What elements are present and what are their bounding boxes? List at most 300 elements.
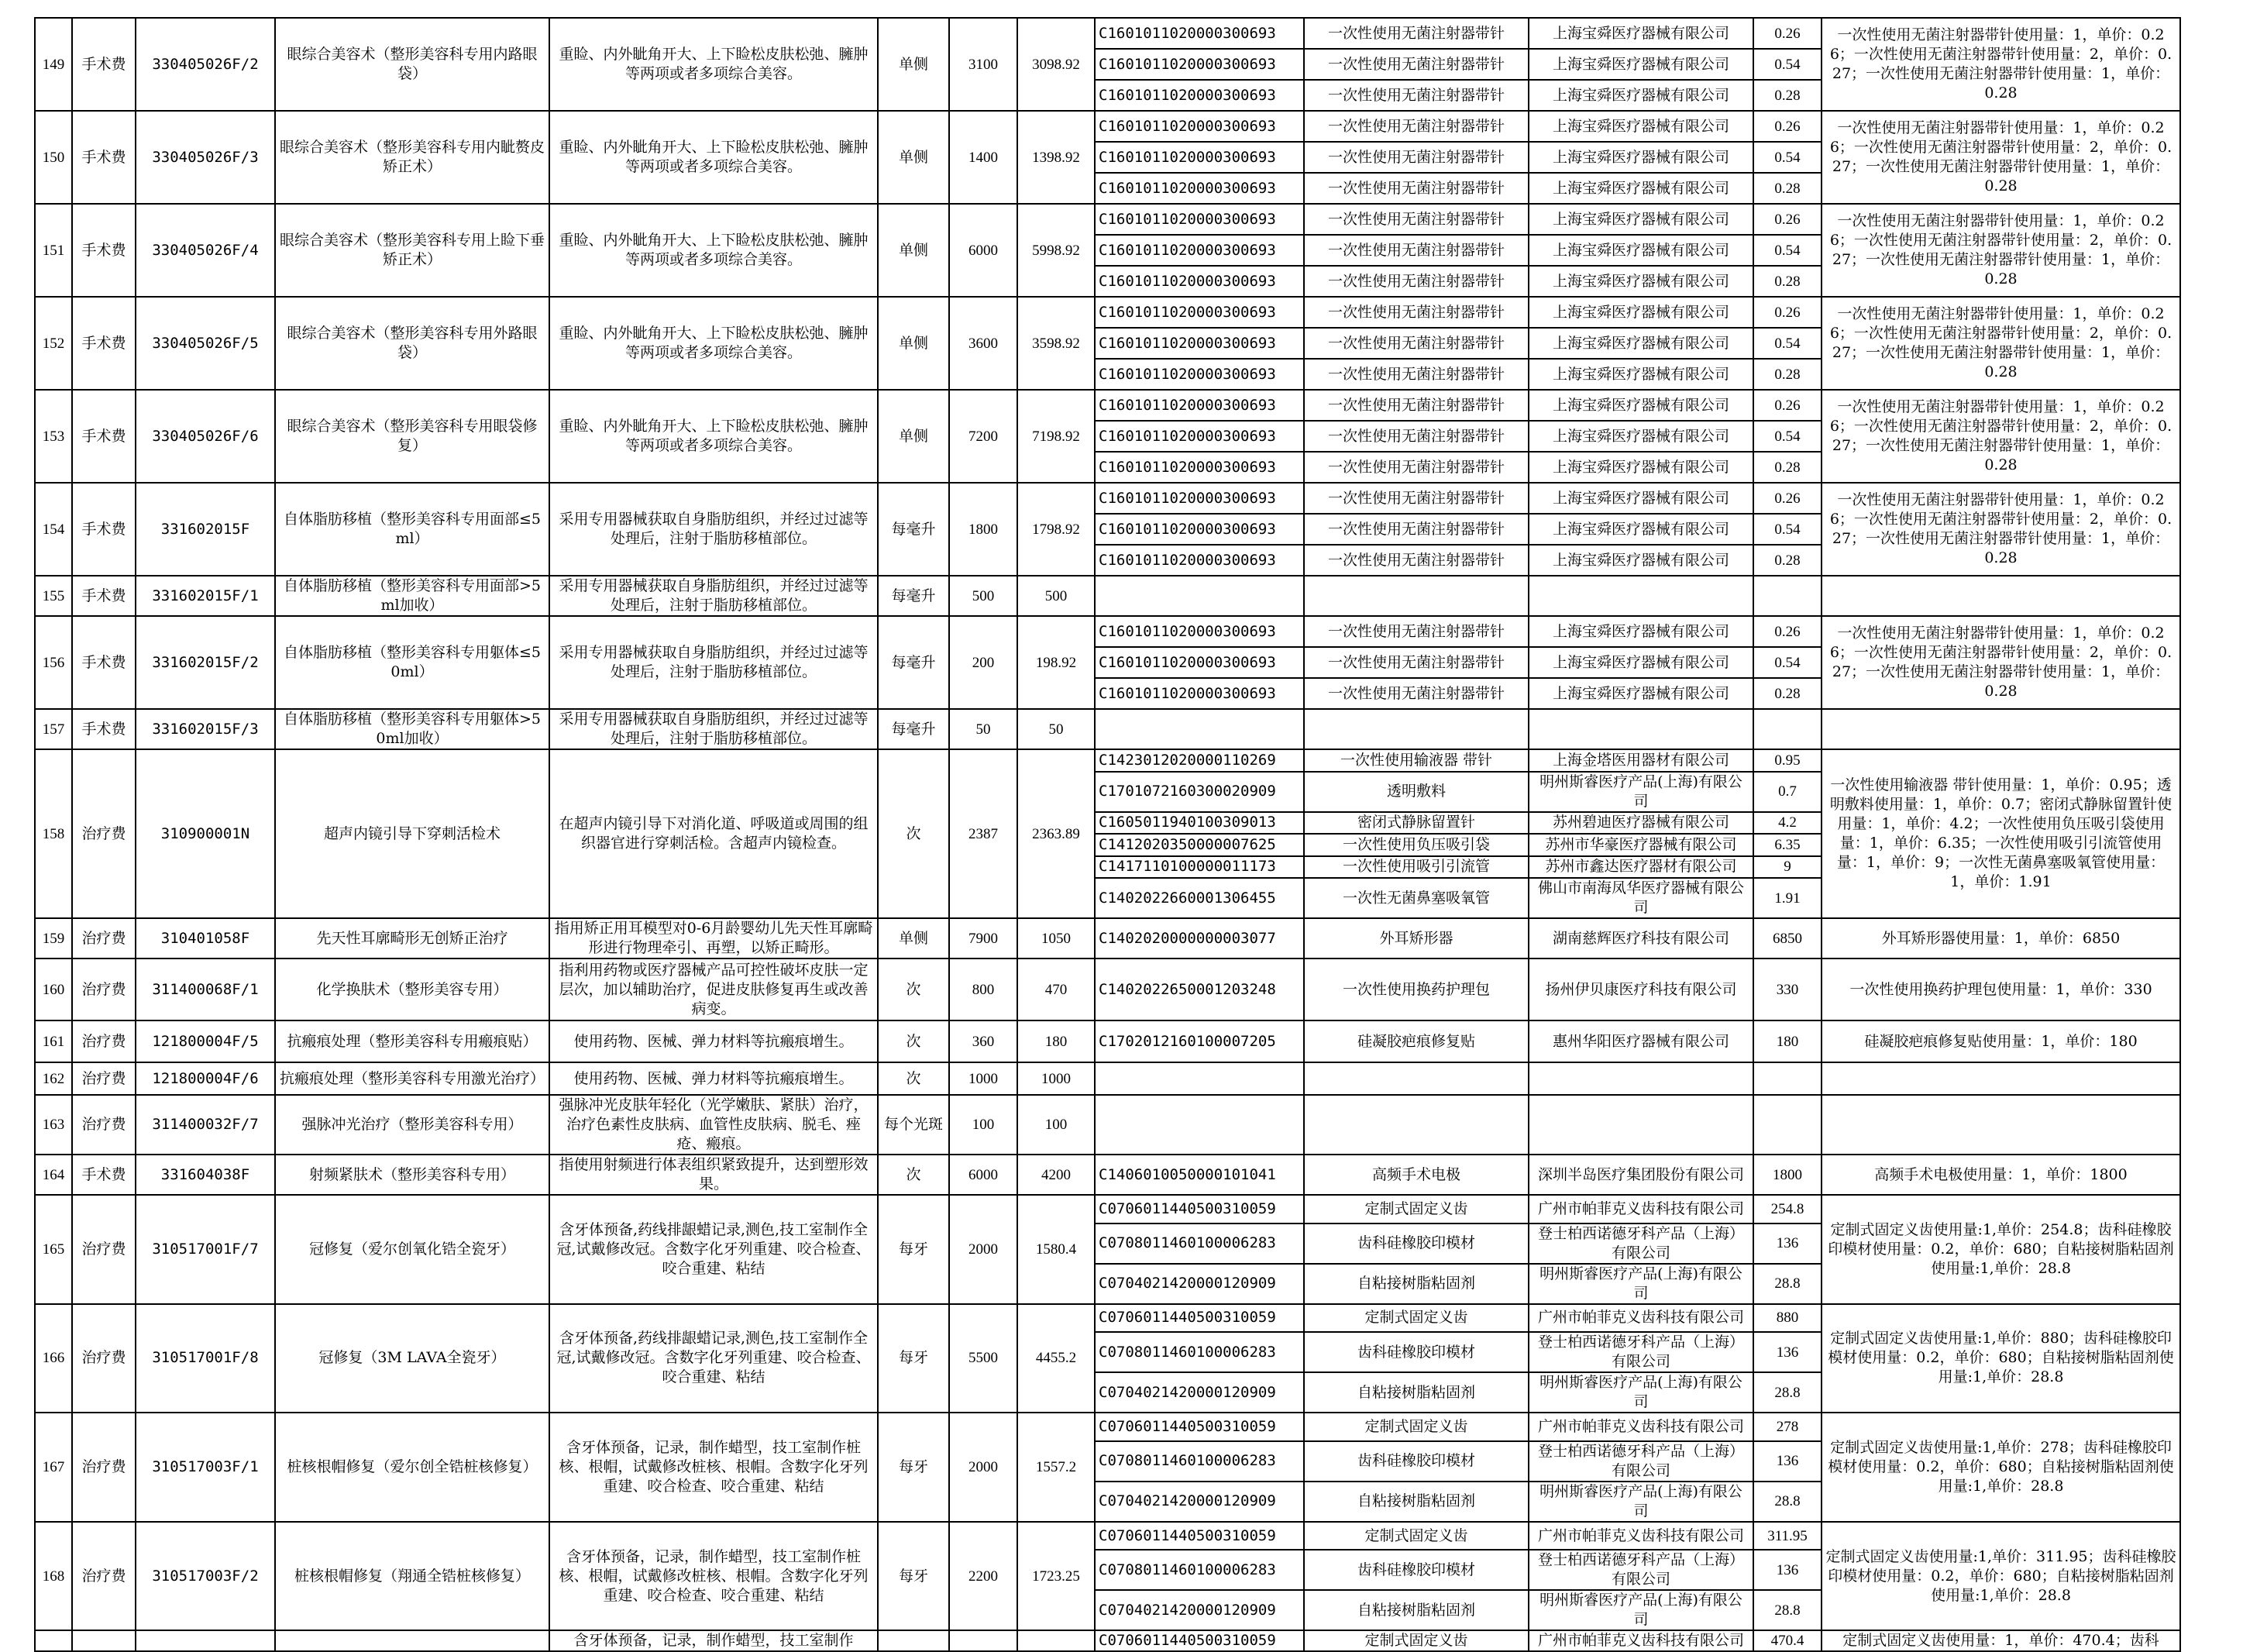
consumable-code: C0706011440500310059 [1095, 1630, 1304, 1651]
consumable-usage: 硅凝胶疤痕修复贴使用量：1，单价：180 [1822, 1020, 2180, 1062]
row-number: 166 [35, 1304, 72, 1413]
item-description: 重睑、内外眦角开大、上下睑松皮肤松弛、臃肿等两项或者多项综合美容。 [549, 204, 878, 297]
price: 2387 [949, 749, 1017, 918]
consumable-code: C1601011020000300693 [1095, 452, 1304, 483]
item-description: 重睑、内外眦角开大、上下睑松皮肤松弛、臃肿等两项或者多项综合美容。 [549, 111, 878, 204]
consumable-name: 一次性使用吸引引流管 [1304, 856, 1529, 879]
consumable-name: 定制式固定义齿 [1304, 1304, 1529, 1333]
row-number: 165 [35, 1195, 72, 1304]
pricing-unit: 每牙 [878, 1522, 949, 1631]
row-number: 154 [35, 483, 72, 576]
consumable-maker: 扬州伊贝康医疗科技有限公司 [1529, 959, 1753, 1020]
consumable-price: 0.26 [1753, 616, 1822, 647]
item-code: 310517003F/1 [136, 1413, 275, 1522]
consumable-name [1304, 576, 1529, 616]
consumable-price: 180 [1753, 1020, 1822, 1062]
consumable-maker: 上海宝舜医疗器械有限公司 [1529, 49, 1753, 80]
table-row [35, 616, 2180, 647]
consumable-maker [1529, 1062, 1753, 1095]
consumable-name: 自粘接树脂粘固剂 [1304, 1372, 1529, 1413]
consumable-name: 一次性使用无菌注射器带针 [1304, 514, 1529, 545]
consumable-maker: 上海宝舜医疗器械有限公司 [1529, 359, 1753, 390]
consumable-name: 透明敷料 [1304, 772, 1529, 812]
consumable-maker: 苏州市华豪医疗器械有限公司 [1529, 834, 1753, 856]
item-description: 重睑、内外眦角开大、上下睑松皮肤松弛、臃肿等两项或者多项综合美容。 [549, 390, 878, 483]
consumable-code: C0706011440500310059 [1095, 1304, 1304, 1333]
row-number: 168 [35, 1522, 72, 1631]
fee-category: 治疗费 [72, 1522, 136, 1631]
consumable-code: C1601011020000300693 [1095, 390, 1304, 421]
pricing-unit: 次 [878, 1020, 949, 1062]
price: 2200 [949, 1522, 1017, 1631]
price-excluding-consumables: 3598.92 [1017, 297, 1095, 390]
table-row [35, 1095, 2180, 1155]
table-row [35, 1304, 2180, 1333]
item-description: 采用专用器械获取自身脂肪组织，并经过过滤等处理后，注射于脂肪移植部位。 [549, 709, 878, 749]
consumable-maker: 广州市帕菲克义齿科技有限公司 [1529, 1195, 1753, 1224]
consumable-code [1095, 1062, 1304, 1095]
fee-category: 手术费 [72, 709, 136, 749]
row-number: 167 [35, 1413, 72, 1522]
item-code: 331602015F/2 [136, 616, 275, 709]
table-row [35, 918, 2180, 959]
consumable-maker: 苏州市鑫达医疗器材有限公司 [1529, 856, 1753, 879]
price-excluding-consumables: 1000 [1017, 1062, 1095, 1095]
item-code: 331602015F/1 [136, 576, 275, 616]
price: 200 [949, 616, 1017, 709]
consumable-maker: 上海宝舜医疗器械有限公司 [1529, 328, 1753, 359]
consumable-price: 28.8 [1753, 1482, 1822, 1522]
consumable-usage [1822, 576, 2180, 616]
table-row-partial [35, 1630, 2180, 1651]
consumable-code: C1601011020000300693 [1095, 142, 1304, 173]
item-code: 331602015F [136, 483, 275, 576]
fee-category: 手术费 [72, 204, 136, 297]
consumable-price: 4.2 [1753, 812, 1822, 835]
item-name: 自体脂肪移植（整形美容科专用面部≤5ml） [275, 483, 549, 576]
consumable-maker [1529, 1095, 1753, 1155]
table-row [35, 709, 2180, 749]
consumable-usage [1822, 709, 2180, 749]
pricing-unit: 单侧 [878, 390, 949, 483]
consumable-name: 一次性使用无菌注射器带针 [1304, 390, 1529, 421]
fee-category: 手术费 [72, 616, 136, 709]
consumable-code [1095, 576, 1304, 616]
item-code: 310401058F [136, 918, 275, 959]
consumable-price: 0.54 [1753, 514, 1822, 545]
consumable-maker: 苏州碧迪医疗器械有限公司 [1529, 812, 1753, 835]
consumable-name: 一次性使用无菌注射器带针 [1304, 18, 1529, 49]
consumable-code: C1417110100000011173 [1095, 856, 1304, 879]
price: 6000 [949, 204, 1017, 297]
consumable-name: 自粘接树脂粘固剂 [1304, 1590, 1529, 1630]
fee-category: 手术费 [72, 576, 136, 616]
consumable-price [1753, 709, 1822, 749]
consumable-price: 0.26 [1753, 18, 1822, 49]
consumable-code: C1406010050000101041 [1095, 1155, 1304, 1195]
price: 1400 [949, 111, 1017, 204]
consumable-name: 齿科硅橡胶印模材 [1304, 1224, 1529, 1264]
consumable-price: 0.54 [1753, 328, 1822, 359]
consumable-maker: 明州斯睿医疗产品(上海)有限公司 [1529, 772, 1753, 812]
price: 2000 [949, 1195, 1017, 1304]
consumable-usage: 一次性使用无菌注射器带针使用量：1，单价：0.26；一次性使用无菌注射器带针使用量：2，单价：0.27；一次性使用无菌注射器带针使用量：1，单价：0.28 [1822, 204, 2180, 297]
consumable-name: 一次性使用无菌注射器带针 [1304, 483, 1529, 514]
consumable-usage: 一次性使用无菌注射器带针使用量：1，单价：0.26；一次性使用无菌注射器带针使用量：2，单价：0.27；一次性使用无菌注射器带针使用量：1，单价：0.28 [1822, 390, 2180, 483]
consumable-price: 0.54 [1753, 647, 1822, 678]
pricing-unit: 单侧 [878, 918, 949, 959]
consumable-price: 0.26 [1753, 204, 1822, 235]
consumable-code: C1601011020000300693 [1095, 545, 1304, 576]
pricing-unit: 单侧 [878, 111, 949, 204]
consumable-code: C1601011020000300693 [1095, 514, 1304, 545]
consumable-code: C1423012020000110269 [1095, 749, 1304, 772]
consumable-name: 一次性使用无菌注射器带针 [1304, 266, 1529, 297]
price: 50 [949, 709, 1017, 749]
consumable-name: 一次性使用无菌注射器带针 [1304, 359, 1529, 390]
consumable-code: C0708011460100006283 [1095, 1332, 1304, 1372]
item-code: 330405026F/2 [136, 18, 275, 111]
item-name: 化学换肤术（整形美容专用） [275, 959, 549, 1020]
item-name: 自体脂肪移植（整形美容科专用躯体>50ml加收） [275, 709, 549, 749]
price-excluding-consumables: 1557.2 [1017, 1413, 1095, 1522]
consumable-usage: 高频手术电极使用量：1，单价：1800 [1822, 1155, 2180, 1195]
consumable-maker: 上海宝舜医疗器械有限公司 [1529, 235, 1753, 266]
consumable-usage: 定制式固定义齿使用量:1,单价：278；齿科硅橡胶印模材使用量：0.2，单价：680；自粘接树脂粘固剂使用量:1,单价：28.8 [1822, 1413, 2180, 1522]
consumable-price: 9 [1753, 856, 1822, 879]
row-number: 162 [35, 1062, 72, 1095]
consumable-code: C1601011020000300693 [1095, 18, 1304, 49]
consumable-maker: 湖南慈辉医疗科技有限公司 [1529, 918, 1753, 959]
consumable-maker: 上海宝舜医疗器械有限公司 [1529, 452, 1753, 483]
consumable-usage [1822, 1095, 2180, 1155]
row-number [35, 1630, 72, 1651]
consumable-maker: 登士柏西诺德牙科产品（上海）有限公司 [1529, 1332, 1753, 1372]
consumable-name: 一次性使用无菌注射器带针 [1304, 545, 1529, 576]
pricing-unit: 每毫升 [878, 616, 949, 709]
item-description: 采用专用器械获取自身脂肪组织，并经过过滤等处理后，注射于脂肪移植部位。 [549, 483, 878, 576]
item-description: 在超声内镜引导下对消化道、呼吸道或周围的组织器官进行穿刺活检。含超声内镜检查。 [549, 749, 878, 918]
consumable-name: 一次性使用无菌注射器带针 [1304, 80, 1529, 111]
consumable-usage: 外耳矫形器使用量：1，单价：6850 [1822, 918, 2180, 959]
consumable-maker: 广州市帕菲克义齿科技有限公司 [1529, 1522, 1753, 1550]
pricing-unit: 次 [878, 749, 949, 918]
consumable-code: C1702012160100007205 [1095, 1020, 1304, 1062]
item-description: 采用专用器械获取自身脂肪组织，并经过过滤等处理后，注射于脂肪移植部位。 [549, 616, 878, 709]
pricing-unit: 次 [878, 1062, 949, 1095]
consumable-maker: 上海宝舜医疗器械有限公司 [1529, 111, 1753, 142]
consumable-code: C1601011020000300693 [1095, 49, 1304, 80]
consumable-code: C0708011460100006283 [1095, 1224, 1304, 1264]
item-description: 重睑、内外眦角开大、上下睑松皮肤松弛、臃肿等两项或者多项综合美容。 [549, 18, 878, 111]
fee-category: 治疗费 [72, 959, 136, 1020]
consumable-name: 一次性使用无菌注射器带针 [1304, 421, 1529, 452]
consumable-price: 136 [1753, 1332, 1822, 1372]
consumable-code: C1601011020000300693 [1095, 483, 1304, 514]
fee-category: 手术费 [72, 483, 136, 576]
consumable-name: 一次性使用无菌注射器带针 [1304, 678, 1529, 709]
consumable-name: 硅凝胶疤痕修复贴 [1304, 1020, 1529, 1062]
row-number: 149 [35, 18, 72, 111]
fee-category: 手术费 [72, 297, 136, 390]
consumable-price: 28.8 [1753, 1372, 1822, 1413]
consumable-name: 一次性使用负压吸引袋 [1304, 834, 1529, 856]
item-description: 含牙体预备,药线排龈蜡记录,测色,技工室制作全冠,试戴修改冠。含数字化牙列重建、咬合检查、咬合重建、粘结 [549, 1195, 878, 1304]
row-number: 163 [35, 1095, 72, 1155]
price-excluding-consumables: 3098.92 [1017, 18, 1095, 111]
consumable-usage: 一次性使用无菌注射器带针使用量：1，单价：0.26；一次性使用无菌注射器带针使用量：2，单价：0.27；一次性使用无菌注射器带针使用量：1，单价：0.28 [1822, 18, 2180, 111]
consumable-price [1753, 576, 1822, 616]
consumable-usage: 一次性使用无菌注射器带针使用量：1，单价：0.26；一次性使用无菌注射器带针使用量：2，单价：0.27；一次性使用无菌注射器带针使用量：1，单价：0.28 [1822, 111, 2180, 204]
consumable-name: 齿科硅橡胶印模材 [1304, 1441, 1529, 1482]
table-row [35, 1020, 2180, 1062]
pricing-unit: 单侧 [878, 297, 949, 390]
consumable-price: 311.95 [1753, 1522, 1822, 1550]
pricing-unit: 每牙 [878, 1413, 949, 1522]
price: 1800 [949, 483, 1017, 576]
consumable-name: 一次性使用无菌注射器带针 [1304, 297, 1529, 328]
consumable-maker [1529, 709, 1753, 749]
price-excluding-consumables [1017, 1630, 1095, 1651]
consumable-usage: 一次性使用换药护理包使用量：1，单价：330 [1822, 959, 2180, 1020]
consumable-code: C0706011440500310059 [1095, 1413, 1304, 1441]
price: 100 [949, 1095, 1017, 1155]
consumable-price: 0.95 [1753, 749, 1822, 772]
row-number: 159 [35, 918, 72, 959]
consumable-name: 定制式固定义齿 [1304, 1413, 1529, 1441]
item-name [275, 1630, 549, 1651]
consumable-code [1095, 1095, 1304, 1155]
consumable-maker: 登士柏西诺德牙科产品（上海）有限公司 [1529, 1550, 1753, 1590]
item-name: 自体脂肪移植（整形美容科专用躯体≤50ml） [275, 616, 549, 709]
consumable-price: 254.8 [1753, 1195, 1822, 1224]
consumable-maker: 上海宝舜医疗器械有限公司 [1529, 173, 1753, 204]
pricing-unit: 每毫升 [878, 709, 949, 749]
item-code: 121800004F/6 [136, 1062, 275, 1095]
consumable-name: 一次性使用无菌注射器带针 [1304, 173, 1529, 204]
row-number: 152 [35, 297, 72, 390]
fee-category: 手术费 [72, 18, 136, 111]
consumable-name: 定制式固定义齿 [1304, 1195, 1529, 1224]
fee-category: 治疗费 [72, 1062, 136, 1095]
consumable-name: 一次性使用无菌注射器带针 [1304, 111, 1529, 142]
consumable-code: C1402022660001306455 [1095, 878, 1304, 918]
consumable-code: C1601011020000300693 [1095, 359, 1304, 390]
consumable-name: 一次性使用无菌注射器带针 [1304, 142, 1529, 173]
price-excluding-consumables: 7198.92 [1017, 390, 1095, 483]
consumable-name: 一次性无菌鼻塞吸氧管 [1304, 878, 1529, 918]
consumable-name: 自粘接树脂粘固剂 [1304, 1482, 1529, 1522]
fee-category: 治疗费 [72, 1195, 136, 1304]
fee-category: 手术费 [72, 1155, 136, 1195]
consumable-code: C1601011020000300693 [1095, 80, 1304, 111]
price-excluding-consumables: 470 [1017, 959, 1095, 1020]
pricing-unit: 每个光斑 [878, 1095, 949, 1155]
item-description: 含牙体预备,药线排龈蜡记录,测色,技工室制作全冠,试戴修改冠。含数字化牙列重建、咬合检查、咬合重建、粘结 [549, 1304, 878, 1413]
item-code [136, 1630, 275, 1651]
item-code: 121800004F/5 [136, 1020, 275, 1062]
consumable-code: C0704021420000120909 [1095, 1264, 1304, 1304]
consumable-name: 高频手术电极 [1304, 1155, 1529, 1195]
price: 500 [949, 576, 1017, 616]
price: 1000 [949, 1062, 1017, 1095]
pricing-unit: 单侧 [878, 204, 949, 297]
consumable-code: C1605011940100309013 [1095, 812, 1304, 835]
item-description: 重睑、内外眦角开大、上下睑松皮肤松弛、臃肿等两项或者多项综合美容。 [549, 297, 878, 390]
item-name: 抗瘢痕处理（整形美容科专用瘢痕贴） [275, 1020, 549, 1062]
consumable-price [1753, 1095, 1822, 1155]
price-excluding-consumables: 100 [1017, 1095, 1095, 1155]
consumable-price: 0.28 [1753, 678, 1822, 709]
consumable-maker: 上海宝舜医疗器械有限公司 [1529, 142, 1753, 173]
consumable-price: 136 [1753, 1224, 1822, 1264]
table-row [35, 390, 2180, 421]
pricing-unit: 单侧 [878, 18, 949, 111]
consumable-maker: 广州市帕菲克义齿科技有限公司 [1529, 1413, 1753, 1441]
table-row [35, 297, 2180, 328]
price: 2000 [949, 1413, 1017, 1522]
consumable-maker: 登士柏西诺德牙科产品（上海）有限公司 [1529, 1224, 1753, 1264]
item-code: 311400032F/7 [136, 1095, 275, 1155]
item-name: 先天性耳廓畸形无创矫正治疗 [275, 918, 549, 959]
price-excluding-consumables: 1798.92 [1017, 483, 1095, 576]
consumable-price: 880 [1753, 1304, 1822, 1333]
fee-category: 治疗费 [72, 1413, 136, 1522]
price: 6000 [949, 1155, 1017, 1195]
item-name: 强脉冲光治疗（整形美容科专用） [275, 1095, 549, 1155]
consumable-usage: 一次性使用输液器 带针使用量：1，单价：0.95；透明敷料使用量：1，单价：0.7；密闭式静脉留置针使用量：1，单价：4.2；一次性使用负压吸引袋使用量：1，单价：6.35；一次性使用吸引引流管使用量：1，单价：9；一次性无菌鼻塞吸氧管使用量：1，单价：1.91 [1822, 749, 2180, 918]
consumable-maker: 上海宝舜医疗器械有限公司 [1529, 266, 1753, 297]
consumable-name: 齿科硅橡胶印模材 [1304, 1550, 1529, 1590]
item-description: 使用药物、医械、弹力材料等抗瘢痕增生。 [549, 1062, 878, 1095]
consumable-price: 0.28 [1753, 173, 1822, 204]
consumable-name: 定制式固定义齿 [1304, 1522, 1529, 1550]
price-excluding-consumables: 1050 [1017, 918, 1095, 959]
fee-category: 治疗费 [72, 918, 136, 959]
item-name: 自体脂肪移植（整形美容科专用面部>5ml加收） [275, 576, 549, 616]
price: 5500 [949, 1304, 1017, 1413]
table-row [35, 1062, 2180, 1095]
consumable-name [1304, 1095, 1529, 1155]
row-number: 151 [35, 204, 72, 297]
consumable-price: 0.7 [1753, 772, 1822, 812]
price-excluding-consumables: 4200 [1017, 1155, 1095, 1195]
consumable-maker: 上海宝舜医疗器械有限公司 [1529, 297, 1753, 328]
consumable-usage: 定制式固定义齿使用量：1，单价：470.4；齿科 [1822, 1630, 2180, 1651]
row-number: 158 [35, 749, 72, 918]
item-name: 桩核根帽修复（翔通全锆桩核修复） [275, 1522, 549, 1631]
consumable-name: 一次性使用无菌注射器带针 [1304, 647, 1529, 678]
consumable-code: C0706011440500310059 [1095, 1195, 1304, 1224]
item-code: 311400068F/1 [136, 959, 275, 1020]
item-name: 射频紧肤术（整形美容科专用） [275, 1155, 549, 1195]
price: 7200 [949, 390, 1017, 483]
consumable-usage: 一次性使用无菌注射器带针使用量：1，单价：0.26；一次性使用无菌注射器带针使用量：2，单价：0.27；一次性使用无菌注射器带针使用量：1，单价：0.28 [1822, 483, 2180, 576]
price-excluding-consumables: 5998.92 [1017, 204, 1095, 297]
consumable-code: C1601011020000300693 [1095, 111, 1304, 142]
consumable-name: 外耳矫形器 [1304, 918, 1529, 959]
price: 360 [949, 1020, 1017, 1062]
consumable-name [1304, 1062, 1529, 1095]
consumable-maker: 明州斯睿医疗产品(上海)有限公司 [1529, 1372, 1753, 1413]
consumable-code: C1412020350000007625 [1095, 834, 1304, 856]
consumable-price: 28.8 [1753, 1264, 1822, 1304]
consumable-usage [1822, 1062, 2180, 1095]
consumable-name [1304, 709, 1529, 749]
fee-category: 手术费 [72, 390, 136, 483]
row-number: 153 [35, 390, 72, 483]
row-number: 155 [35, 576, 72, 616]
price-excluding-consumables: 180 [1017, 1020, 1095, 1062]
consumable-name: 一次性使用无菌注射器带针 [1304, 49, 1529, 80]
consumable-name: 一次性使用无菌注射器带针 [1304, 328, 1529, 359]
consumable-price: 0.26 [1753, 483, 1822, 514]
fee-category: 治疗费 [72, 1095, 136, 1155]
price-excluding-consumables: 50 [1017, 709, 1095, 749]
table-row [35, 483, 2180, 514]
item-code: 331602015F/3 [136, 709, 275, 749]
table-row [35, 1195, 2180, 1224]
consumable-price: 28.8 [1753, 1590, 1822, 1630]
consumable-price: 278 [1753, 1413, 1822, 1441]
consumable-maker: 上海宝舜医疗器械有限公司 [1529, 204, 1753, 235]
item-description: 含牙体预备，记录，制作蜡型，技工室制作桩核、根帽，试戴修改桩核、根帽。含数字化牙列重建、咬合检查、咬合重建、粘结 [549, 1522, 878, 1631]
consumable-maker: 明州斯睿医疗产品(上海)有限公司 [1529, 1482, 1753, 1522]
consumable-code: C1402022650001203248 [1095, 959, 1304, 1020]
pricing-unit: 次 [878, 959, 949, 1020]
fee-category: 治疗费 [72, 749, 136, 918]
consumable-name: 密闭式静脉留置针 [1304, 812, 1529, 835]
consumable-price: 0.26 [1753, 111, 1822, 142]
pricing-unit: 每毫升 [878, 576, 949, 616]
price: 7900 [949, 918, 1017, 959]
consumable-code: C0704021420000120909 [1095, 1590, 1304, 1630]
item-description: 指使用射频进行体表组织紧致提升，达到塑形效果。 [549, 1155, 878, 1195]
price-excluding-consumables: 2363.89 [1017, 749, 1095, 918]
item-code: 330405026F/5 [136, 297, 275, 390]
item-name: 眼综合美容术（整形美容科专用内眦赘皮矫正术） [275, 111, 549, 204]
row-number: 157 [35, 709, 72, 749]
item-name: 桩核根帽修复（爱尔创全锆桩核修复） [275, 1413, 549, 1522]
consumable-price: 0.54 [1753, 49, 1822, 80]
table-row [35, 1413, 2180, 1441]
pricing-unit: 每毫升 [878, 483, 949, 576]
price: 3600 [949, 297, 1017, 390]
consumable-price [1753, 1062, 1822, 1095]
consumable-code: C0706011440500310059 [1095, 1522, 1304, 1550]
consumable-code: C1402020000000003077 [1095, 918, 1304, 959]
item-description: 使用药物、医械、弹力材料等抗瘢痕增生。 [549, 1020, 878, 1062]
consumable-usage: 定制式固定义齿使用量:1,单价：880；齿科硅橡胶印模材使用量：0.2，单价：680；自粘接树脂粘固剂使用量:1,单价：28.8 [1822, 1304, 2180, 1413]
consumable-maker: 上海宝舜医疗器械有限公司 [1529, 545, 1753, 576]
table-row [35, 1155, 2180, 1195]
consumable-code: C1701072160300020909 [1095, 772, 1304, 812]
price-table [34, 17, 2181, 1652]
item-name: 抗瘢痕处理（整形美容科专用激光治疗） [275, 1062, 549, 1095]
consumable-price: 0.28 [1753, 452, 1822, 483]
consumable-maker: 广州市帕菲克义齿科技有限公司 [1529, 1304, 1753, 1333]
consumable-name: 一次性使用无菌注射器带针 [1304, 235, 1529, 266]
consumable-usage: 一次性使用无菌注射器带针使用量：1，单价：0.26；一次性使用无菌注射器带针使用量：2，单价：0.27；一次性使用无菌注射器带针使用量：1，单价：0.28 [1822, 297, 2180, 390]
consumable-price: 6850 [1753, 918, 1822, 959]
consumable-price: 1.91 [1753, 878, 1822, 918]
consumable-usage: 定制式固定义齿使用量:1,单价：254.8；齿科硅橡胶印模材使用量：0.2，单价：680；自粘接树脂粘固剂使用量:1,单价：28.8 [1822, 1195, 2180, 1304]
pricing-unit: 次 [878, 1155, 949, 1195]
consumable-name: 一次性使用无菌注射器带针 [1304, 452, 1529, 483]
consumable-code: C1601011020000300693 [1095, 421, 1304, 452]
consumable-maker: 上海宝舜医疗器械有限公司 [1529, 18, 1753, 49]
consumable-price: 0.26 [1753, 390, 1822, 421]
